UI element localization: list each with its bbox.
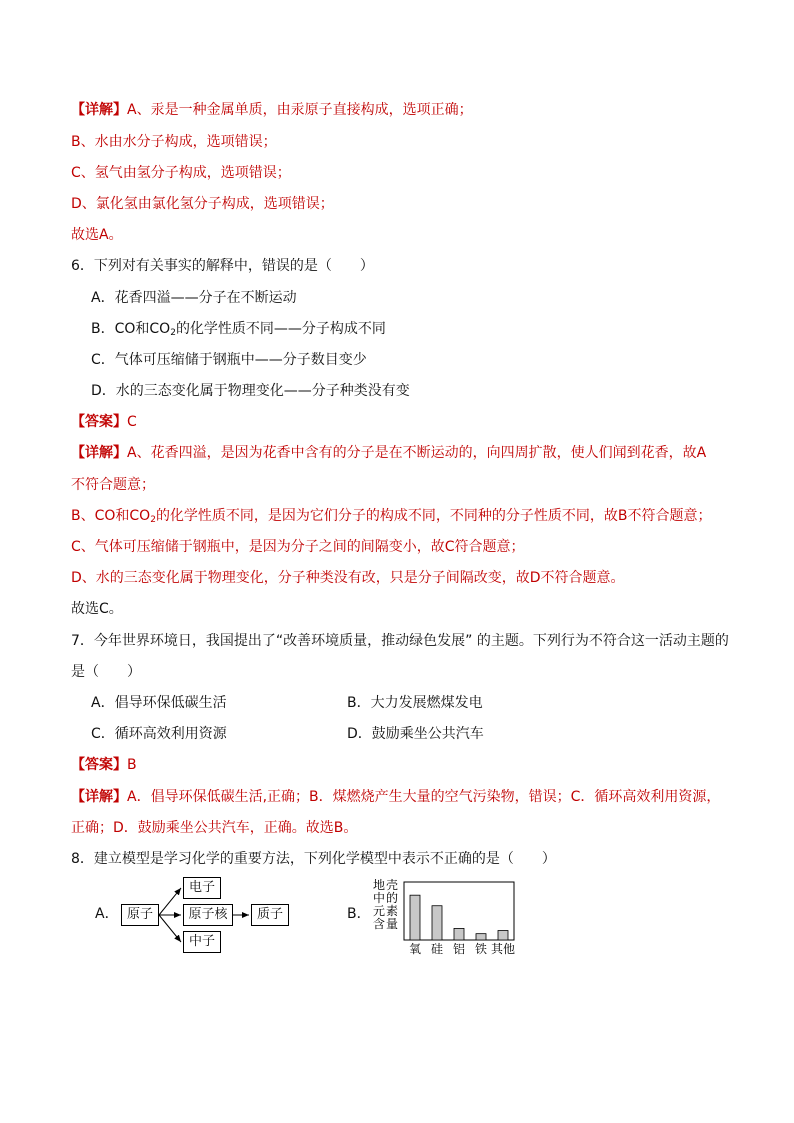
q6-conclusion: 故选C。 <box>71 601 123 617</box>
ylabel-char: 中 <box>373 891 386 905</box>
detail-tag: 【详解】 <box>71 102 127 118</box>
ylabel-char: 地 <box>373 878 386 892</box>
nucleus-box: 原子核 <box>183 904 233 926</box>
ylabel-char: 量 <box>386 917 399 931</box>
q7-option-b: B．大力发展燃煤发电 <box>347 695 483 711</box>
q6-option-c: C．气体可压缩储于钢瓶中——分子数目变少 <box>91 352 367 368</box>
q7-option-c: C．循环高效利用资源 <box>91 726 227 742</box>
bar-3 <box>476 934 486 940</box>
q7-stem-line-1: 7．今年世界环境日，我国提出了“改善环境质量，推动绿色发展” 的主题。下列行为不符合这一活动主题的 <box>71 633 729 649</box>
ylabel-char: 素 <box>386 904 399 918</box>
x-tick-label: 氧 <box>408 942 422 956</box>
prev-detail-line-3: C、氢气由氢分子构成，选项错误； <box>71 165 291 181</box>
q7-option-d: D．鼓励乘坐公共汽车 <box>347 726 484 742</box>
bar-0 <box>410 895 420 940</box>
electron-box: 电子 <box>183 877 221 899</box>
x-tick-label: 铝 <box>452 942 466 956</box>
prev-detail-line-4: D、氯化氢由氯化氢分子构成，选项错误； <box>71 196 334 212</box>
q6-option-d: D．水的三态变化属于物理变化——分子种类没有变 <box>91 383 410 399</box>
proton-box: 质子 <box>251 904 289 926</box>
bar-4 <box>498 931 508 940</box>
q7-answer-value: B <box>127 757 137 773</box>
detail-tag: 【详解】 <box>71 789 127 805</box>
x-tick-label: 硅 <box>430 942 444 956</box>
q7-option-a: A．倡导环保低碳生活 <box>91 695 227 711</box>
ylabel-char: 元 <box>373 904 386 918</box>
q6-detail-line-5: D、水的三态变化属于物理变化，分子种类没有改，只是分子间隔改变，故D不符合题意。 <box>71 570 625 586</box>
atom-box: 原子 <box>121 904 159 926</box>
x-tick-label: 其他 <box>490 942 516 956</box>
ylabel-char: 含 <box>373 917 386 931</box>
ylabel-char: 壳 <box>386 878 399 892</box>
q6-option-b-sub: 2 <box>170 328 176 338</box>
prev-detail-text-1: A、汞是一种金属单质，由汞原子直接构成，选项正确； <box>127 102 473 118</box>
bar-1 <box>432 906 442 940</box>
q6-answer-value: C <box>127 414 137 430</box>
bar-2 <box>454 928 464 940</box>
q6-option-a: A．花香四溢——分子在不断运动 <box>91 290 297 306</box>
q6-detail-3-post: 的化学性质不同，是因为它们分子的构成不同，不同种的分子性质不同，故B不符合题意； <box>155 508 712 524</box>
prev-conclusion: 故选A。 <box>71 227 123 243</box>
q7-detail-line-2: 正确；D．鼓励乘坐公共汽车，正确。故选B。 <box>71 820 358 836</box>
q6-option-b-post: 的化学性质不同——分子构成不同 <box>175 321 386 337</box>
detail-tag: 【详解】 <box>71 445 127 461</box>
answer-tag: 【答案】 <box>71 414 127 430</box>
q6-detail-3-pre: B、CO和CO <box>71 508 151 524</box>
q6-stem: 6．下列对有关事实的解释中，错误的是（ ） <box>71 258 374 274</box>
answer-tag: 【答案】 <box>71 757 127 773</box>
prev-detail-line-2: B、水由水分子构成，选项错误； <box>71 134 277 150</box>
q8-option-b-label: B． <box>347 906 371 922</box>
neutron-box: 中子 <box>183 931 221 953</box>
q7-stem-line-2: 是（ ） <box>71 664 141 680</box>
q7-detail-text-1: A．倡导环保低碳生活,正确；B．煤燃烧产生大量的空气污染物，错误；C．循环高效利用资源， <box>127 789 721 805</box>
q6-detail-3-sub: 2 <box>150 515 156 525</box>
q6-detail-line-2: 不符合题意； <box>71 477 155 493</box>
q6-detail-text-1: A、花香四溢，是因为花香中含有的分子是在不断运动的，向四周扩散，使人们闻到花香，故A <box>127 445 707 461</box>
ylabel-char: 的 <box>386 891 399 905</box>
q6-option-b-pre: B．CO和CO <box>91 321 171 337</box>
q6-detail-line-4: C、气体可压缩储于钢瓶中，是因为分子之间的间隔变小，故C符合题意； <box>71 539 525 555</box>
x-tick-label: 铁 <box>474 942 488 956</box>
q8-stem: 8．建立模型是学习化学的重要方法，下列化学模型中表示不正确的是（ ） <box>71 851 556 867</box>
q8-option-a-label: A． <box>95 906 119 922</box>
